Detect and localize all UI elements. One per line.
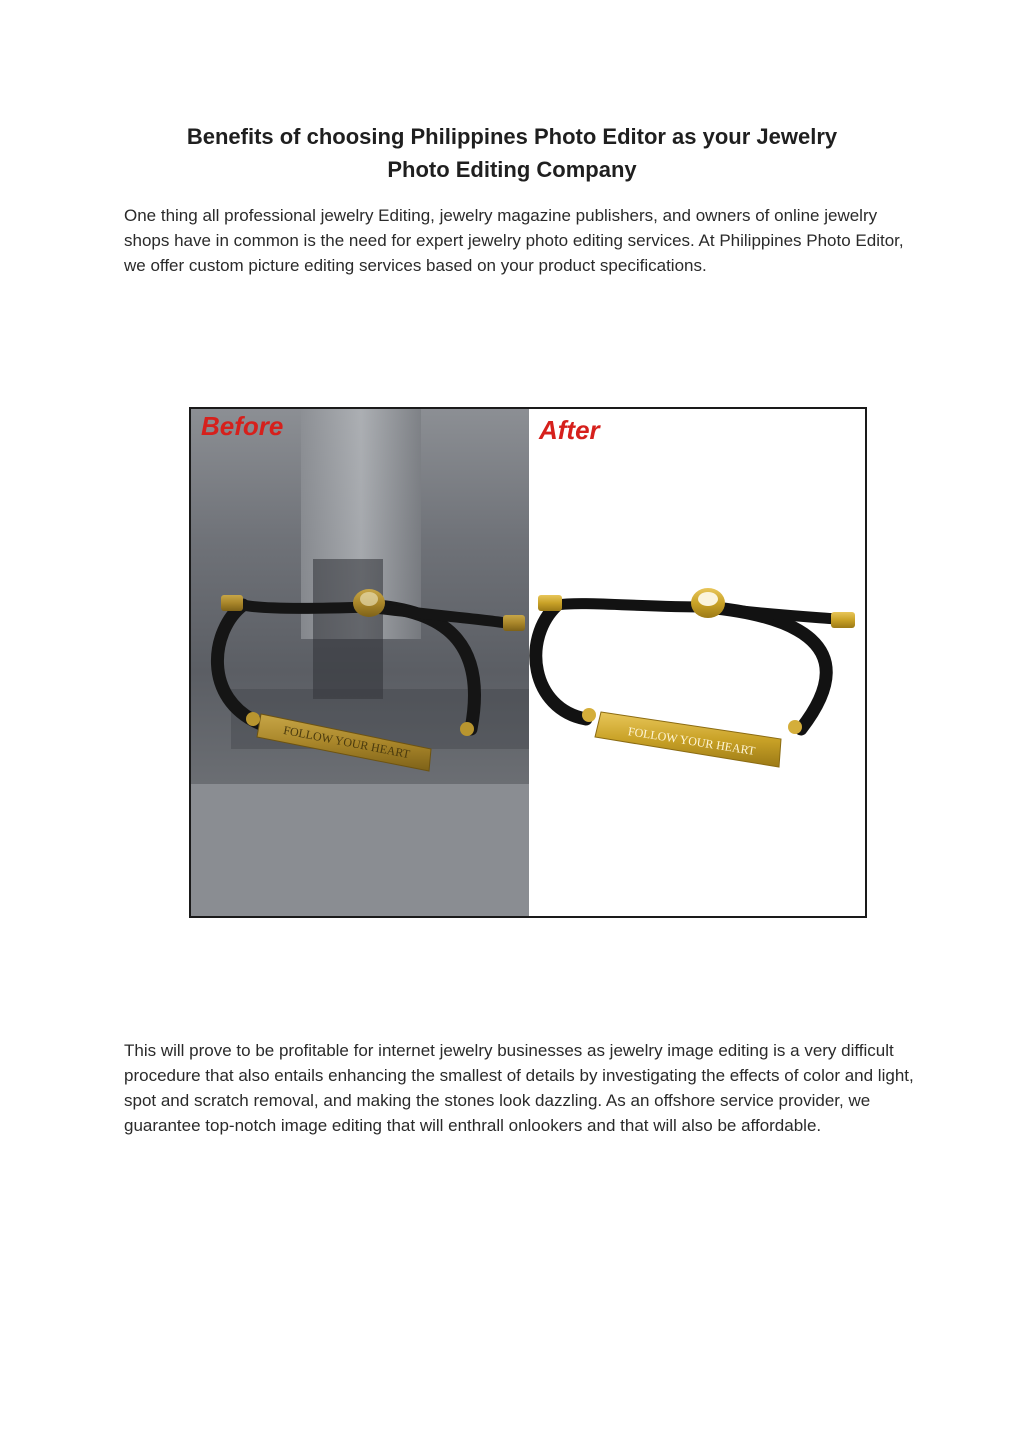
title-line-2: Photo Editing Company [387,157,637,182]
before-label: Before [201,411,284,441]
closing-paragraph: This will prove to be profitable for internet jewelry businesses as jewelry image editing is a very difficult procedure that also entails enhancing the smallest of details by investigating the effects of color and light, spot and scratch removal, and making the stones look dazzling. As an offshore service provider, we guarantee top-notch image editing that will enthrall onlookers and that will also be affordable. [124,1041,914,1135]
before-after-image [189,407,867,918]
page-title [110,120,914,186]
intro-paragraph: One thing all professional jewelry Editing, jewelry magazine publishers, and owners of online jewelry shops have in common is the need for expert jewelry photo editing services. At Philippines Photo Editor, we offer custom picture editing services based on your product specifications. [124,206,904,275]
title-line-1: Benefits of choosing Philippines Photo Editor as your Jewelry [186,124,838,149]
before-panel [191,409,531,916]
after-engraving: FOLLOW YOUR HEART [627,724,757,759]
before-engraving: FOLLOW YOUR HEART [282,722,412,762]
after-label: After [539,415,600,445]
after-panel [529,409,865,916]
